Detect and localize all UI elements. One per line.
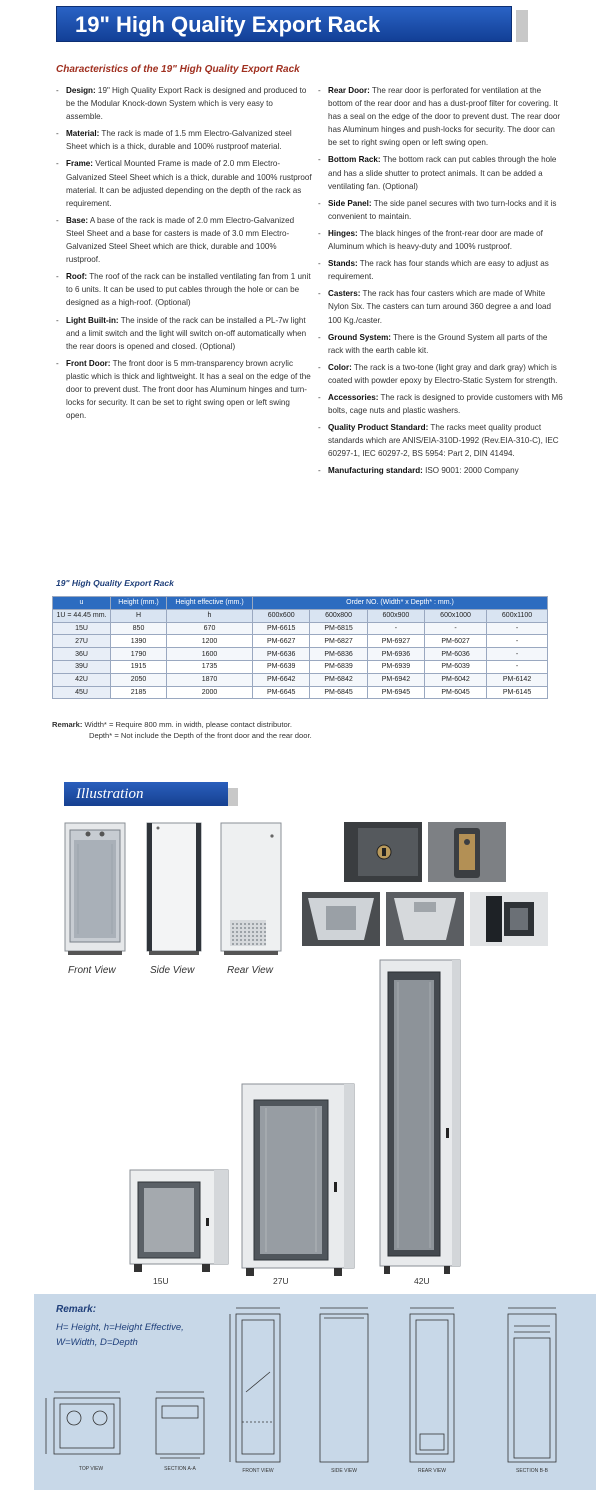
roof-interior-photo bbox=[302, 892, 380, 946]
characteristics-left-column bbox=[56, 84, 312, 426]
feature-label: Stands: bbox=[328, 259, 358, 269]
table-cell: PM-6845 bbox=[310, 686, 367, 699]
size-600x800: 600x800 bbox=[310, 609, 367, 622]
size-600x600: 600x600 bbox=[253, 609, 310, 622]
rear-view-caption: Rear View bbox=[227, 965, 273, 976]
caption-section-b: SECTION B-B bbox=[516, 1468, 548, 1474]
table-cell: PM-6827 bbox=[310, 635, 367, 648]
rack-27u-photo bbox=[240, 1082, 360, 1282]
table-cell: PM-6839 bbox=[310, 660, 367, 673]
table-cell: 27U bbox=[53, 635, 111, 648]
remark-line-2: Depth* = Not include the Depth of the front door and the rear door. bbox=[89, 731, 312, 740]
feature-label: Accessories: bbox=[328, 392, 379, 402]
table-cell: PM-6142 bbox=[487, 673, 548, 686]
spec-table bbox=[52, 596, 548, 699]
feature-text: The rack is designed to provide customers with M6 bolts, cage nuts and plastic washers. bbox=[328, 392, 563, 416]
illustration-title: Illustration bbox=[76, 786, 144, 802]
table-row bbox=[53, 673, 548, 686]
table-cell: - bbox=[487, 648, 548, 661]
caption-front-view: FRONT VIEW bbox=[242, 1468, 274, 1474]
drawings-remark-line-2: W=Width, D=Depth bbox=[56, 1337, 138, 1348]
feature-label: Color: bbox=[328, 362, 352, 372]
illustration-shadow bbox=[228, 788, 238, 806]
drawings-remark-line-1: H= Height, h=Height Effective, bbox=[56, 1322, 184, 1333]
feature-item bbox=[56, 127, 312, 153]
rack-15u-photo bbox=[128, 1168, 234, 1276]
feature-text: The rack is made of 1.5 mm Electro-Galvanized steel Sheet which is a thick, durable and 100% rustproof material. bbox=[66, 129, 292, 152]
feature-text: The rack has four casters which are made of White Nylon Six. The casters can turn around 360 degree a and load 100 Kg./caster. bbox=[328, 289, 552, 325]
feature-item bbox=[318, 197, 564, 223]
feature-label: Base: bbox=[66, 215, 89, 225]
header-u: u bbox=[53, 597, 111, 610]
table-cell: PM-6045 bbox=[425, 686, 487, 699]
side-view-drawing bbox=[312, 1302, 376, 1472]
feature-label: Hinges: bbox=[328, 228, 358, 238]
illustration-banner bbox=[64, 782, 228, 806]
table-cell: 2000 bbox=[167, 686, 253, 699]
size-600x900: 600x900 bbox=[367, 609, 424, 622]
table-cell: - bbox=[425, 622, 487, 635]
table-cell: 42U bbox=[53, 673, 111, 686]
table-cell: - bbox=[367, 622, 424, 635]
feature-item bbox=[318, 84, 564, 149]
left-list bbox=[56, 84, 312, 422]
feature-label: Frame: bbox=[66, 159, 93, 169]
right-list bbox=[318, 84, 564, 478]
feature-label: Manufacturing standard: bbox=[328, 466, 423, 476]
feature-item bbox=[318, 391, 564, 417]
caption-rear-view: REAR VIEW bbox=[417, 1468, 447, 1474]
feature-item bbox=[56, 84, 312, 123]
feature-item bbox=[56, 214, 312, 266]
subheader-e: h bbox=[167, 609, 253, 622]
rear-view-photo bbox=[220, 822, 282, 957]
feature-item bbox=[56, 314, 312, 353]
feature-label: Side Panel: bbox=[328, 198, 372, 208]
table-cell: 2185 bbox=[111, 686, 167, 699]
feature-label: Roof: bbox=[66, 272, 88, 282]
size-caption-27u: 27U bbox=[273, 1276, 289, 1286]
table-cell: PM-6939 bbox=[367, 660, 424, 673]
table-row bbox=[53, 648, 548, 661]
feature-label: Front Door: bbox=[66, 358, 111, 368]
feature-text: The racks meet quality product standards which are ANIS/EIA-310D-1992 (Rev.EIA-310-C), IEC 60297-1, IEC 60297-2, BS 5954: Part 2, DIN 41494. bbox=[328, 423, 559, 459]
table-cell: 2050 bbox=[111, 673, 167, 686]
feature-item bbox=[56, 157, 312, 209]
side-view-caption: Side View bbox=[150, 965, 195, 976]
feature-text: The side panel secures with two turn-locks and it is convenient to maintain. bbox=[328, 198, 557, 221]
table-cell: PM-6645 bbox=[253, 686, 310, 699]
table-cell: PM-6627 bbox=[253, 635, 310, 648]
table-cell: PM-6639 bbox=[253, 660, 310, 673]
caption-top-view: TOP VIEW bbox=[78, 1466, 104, 1472]
feature-label: Ground System: bbox=[328, 332, 391, 342]
size-600x1100: 600x1100 bbox=[487, 609, 548, 622]
table-subheader-row bbox=[53, 609, 548, 622]
feature-label: Material: bbox=[66, 129, 100, 139]
top-view-drawing bbox=[44, 1384, 130, 1466]
title-banner bbox=[56, 6, 512, 42]
feature-label: Quality Product Standard: bbox=[328, 423, 429, 433]
feature-text: Vertical Mounted Frame is made of 2.0 mm Electro-Galvanized Steel Sheet which is a thick, durable and 100% rustproof material. It can be adjusted depending on the depth of the rack as requirement. bbox=[66, 159, 312, 208]
table-cell: 1790 bbox=[111, 648, 167, 661]
table-row bbox=[53, 686, 548, 699]
table-cell: PM-6039 bbox=[425, 660, 487, 673]
caption-section-a: SECTION A-A bbox=[164, 1466, 196, 1472]
remark-line-1: Width* = Require 800 mm. in width, please contact distributor. bbox=[82, 720, 292, 729]
feature-text: ISO 9001: 2000 Company bbox=[422, 466, 519, 476]
feature-text: The rack is a two-tone (light gray and dark gray) which is coated with powder epoxy by Electro-Static System for strength. bbox=[328, 362, 558, 385]
side-view-photo bbox=[143, 822, 205, 957]
feature-item bbox=[56, 357, 312, 422]
table-cell: 1390 bbox=[111, 635, 167, 648]
table-heading: 19" High Quality Export Rack bbox=[56, 578, 174, 588]
table-cell: PM-6145 bbox=[487, 686, 548, 699]
table-cell: 1200 bbox=[167, 635, 253, 648]
table-cell: PM-6615 bbox=[253, 622, 310, 635]
feature-item bbox=[318, 464, 564, 477]
caption-side-view: SIDE VIEW bbox=[331, 1468, 357, 1474]
table-row bbox=[53, 635, 548, 648]
header-height-effective: Height effective (mm.) bbox=[167, 597, 253, 610]
feature-label: Design: bbox=[66, 86, 96, 95]
feature-item bbox=[318, 331, 564, 357]
front-view-photo bbox=[64, 822, 126, 957]
turn-lock-photo bbox=[344, 822, 422, 882]
feature-item bbox=[318, 153, 564, 192]
table-cell: PM-6636 bbox=[253, 648, 310, 661]
feature-text: A base of the rack is made of 2.0 mm Electro-Galvanized Steel Sheet and a base for casters is made of 3.0 mm Electro-Galvanized Steel Sheet which are thick, durable and 100% rustproof. bbox=[66, 215, 295, 265]
subheader-u: 1U = 44.45 mm. bbox=[53, 609, 111, 622]
feature-item bbox=[318, 257, 564, 283]
table-cell: 45U bbox=[53, 686, 111, 699]
title-shadow bbox=[516, 10, 528, 42]
table-cell: 1600 bbox=[167, 648, 253, 661]
feature-item bbox=[318, 227, 564, 253]
table-row bbox=[53, 622, 548, 635]
section-b-drawing bbox=[500, 1302, 564, 1472]
section-heading: Characteristics of the 19" High Quality Export Rack bbox=[56, 64, 300, 75]
front-view-caption: Front View bbox=[68, 965, 116, 976]
front-view-drawing bbox=[226, 1302, 290, 1472]
feature-text: The rack has four stands which are easy to adjust as requirement. bbox=[328, 259, 549, 282]
table-cell: PM-6945 bbox=[367, 686, 424, 699]
table-cell: PM-6027 bbox=[425, 635, 487, 648]
table-cell: PM-6936 bbox=[367, 648, 424, 661]
table-cell: PM-6927 bbox=[367, 635, 424, 648]
feature-item bbox=[318, 361, 564, 387]
header-order: Order NO. (Width* x Depth* : mm.) bbox=[253, 597, 548, 610]
size-caption-15u: 15U bbox=[153, 1276, 169, 1286]
subheader-h: H bbox=[111, 609, 167, 622]
table-cell: 1870 bbox=[167, 673, 253, 686]
table-cell: PM-6042 bbox=[425, 673, 487, 686]
feature-text: The front door is 5 mm-transparency brown acrylic plastic which is thick and lightweight. It has a seal on the edge of the door to prevent dust. The front door has Aluminum hinges and turn-locks for security. It can be set to right swing open or left swing open. bbox=[66, 358, 311, 421]
table-cell: 36U bbox=[53, 648, 111, 661]
table-cell: 1735 bbox=[167, 660, 253, 673]
feature-text: The rear door is perforated for ventilation at the bottom of the rear door and has a dust-proof filter for covering. It has a seal on the edge of the door to prevent dust. The rear door has Aluminum hinges and push-locks for security. The door can be set to right swing open or left swing open. bbox=[328, 86, 561, 148]
feature-text: There is the Ground System all parts of the rack with the earth cable kit. bbox=[328, 332, 548, 355]
table-row bbox=[53, 660, 548, 673]
hinge-photo bbox=[470, 892, 548, 946]
drawings-remark bbox=[56, 1320, 226, 1350]
feature-text: The inside of the rack can be installed a PL-7w light and a limit switch and the light will switch on-off automatically when the rear doors is opened and closed. (Optional) bbox=[66, 315, 307, 351]
feature-label: Bottom Rack: bbox=[328, 155, 381, 165]
table-cell: 850 bbox=[111, 622, 167, 635]
header-height: Height (mm.) bbox=[111, 597, 167, 610]
size-600x1000: 600x1000 bbox=[425, 609, 487, 622]
table-cell: PM-6036 bbox=[425, 648, 487, 661]
characteristics-right-column bbox=[318, 84, 564, 482]
rack-42u-photo bbox=[378, 958, 464, 1278]
rear-view-drawing bbox=[400, 1302, 464, 1472]
feature-text: The bottom rack can put cables through the hole and has a slide shutter to protect animals. It can be added a ventilating fan. (Optional) bbox=[328, 155, 557, 191]
remark-note bbox=[52, 719, 312, 741]
size-caption-42u: 42U bbox=[414, 1276, 430, 1286]
feature-text: The roof of the rack can be installed ventilating fan from 1 unit to 6 units. It can be used to put cables through the hole or can be designed as a high-roof. (Optional) bbox=[66, 272, 311, 308]
drawings-remark-heading: Remark: bbox=[56, 1304, 97, 1315]
feature-item bbox=[318, 287, 564, 326]
table-cell: 15U bbox=[53, 622, 111, 635]
table-header-row bbox=[53, 597, 548, 610]
table-cell: - bbox=[487, 622, 548, 635]
remark-label: Remark: bbox=[52, 720, 83, 729]
table-cell: 39U bbox=[53, 660, 111, 673]
table-cell: - bbox=[487, 635, 548, 648]
feature-label: Light Built-in: bbox=[66, 315, 119, 325]
feature-label: Rear Door: bbox=[328, 86, 370, 95]
push-lock-photo bbox=[428, 822, 506, 882]
page-title: 19" High Quality Export Rack bbox=[75, 12, 381, 37]
table-cell: PM-6942 bbox=[367, 673, 424, 686]
bottom-interior-photo bbox=[386, 892, 464, 946]
section-a-drawing bbox=[150, 1384, 210, 1466]
feature-label: Casters: bbox=[328, 289, 361, 299]
table-cell: - bbox=[487, 660, 548, 673]
table-cell: 670 bbox=[167, 622, 253, 635]
table-cell: PM-6815 bbox=[310, 622, 367, 635]
feature-item bbox=[56, 270, 312, 309]
table-cell: 1915 bbox=[111, 660, 167, 673]
feature-text: The black hinges of the front-rear door are made of Aluminum which is heavy-duty and 100% rustproof. bbox=[328, 228, 543, 252]
table-cell: PM-6842 bbox=[310, 673, 367, 686]
table-cell: PM-6642 bbox=[253, 673, 310, 686]
table-body bbox=[53, 622, 548, 699]
feature-item bbox=[318, 421, 564, 460]
table-cell: PM-6836 bbox=[310, 648, 367, 661]
feature-text: 19" High Quality Export Rack is designed and produced to be the Modular Knock-down System which is very easy to assemble. bbox=[66, 86, 307, 122]
